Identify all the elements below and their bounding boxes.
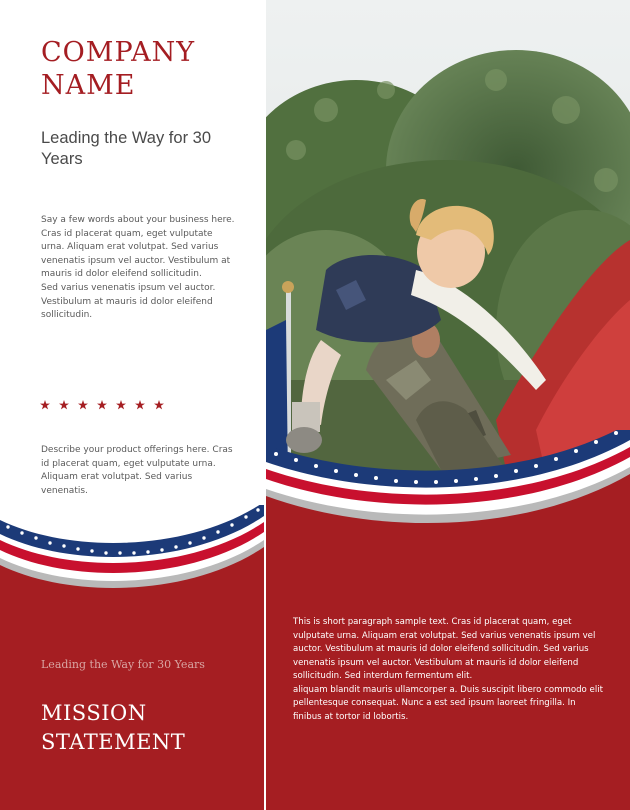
intro-paragraph-1: Say a few words about your business here. Cras id placerat quam, eget vulputate urna. Aliquam erat volutpat. Sed varius venenatis ipsum vel auctor. Vestibulum at mauris id dolor eleifend sollicitudin. xyxy=(41,215,235,280)
right-panel xyxy=(266,0,630,810)
tagline: Leading the Way for 30 Years xyxy=(41,129,211,168)
mission-subtitle: Leading the Way for 30 Years xyxy=(41,658,205,671)
star-icon xyxy=(135,400,145,409)
intro-text xyxy=(41,214,236,323)
company-name: COMPANY NAME xyxy=(41,37,196,101)
star-icon xyxy=(40,400,50,409)
right-body-text xyxy=(293,616,603,724)
star-icon xyxy=(59,400,69,409)
left-panel xyxy=(0,0,264,810)
star-icon xyxy=(116,400,126,409)
right-paragraph-2: aliquam blandit mauris ullamcorper a. Duis suscipit libero commodo elit pellentesque consequat. Nunc a est sed ipsum laoreet fringilla. In finibus at tortor id lobortis. xyxy=(293,684,603,722)
right-paragraph-1: This is short paragraph sample text. Cras id placerat quam, eget vulputate urna. Aliquam erat volutpat. Sed varius venenatis ipsum vel auctor. Vestibulum at mauris id dolor eleifend sollicitudin. Sed varius venenatis ipsum vel auctor. Vestibulum at mauris id dolor eleifend sollicitudin. Sed interdum fermentum elit. xyxy=(293,617,596,681)
star-icon xyxy=(78,400,88,409)
mission-title: MISSION STATEMENT xyxy=(41,701,186,754)
american-flag-wave-icon xyxy=(266,430,630,570)
product-text: Describe your product offerings here. Cras id placerat quam, eget vulputate urna. Aliquam erat volutpat. Sed varius venenatis. xyxy=(41,445,233,496)
star-row-icon xyxy=(40,398,180,412)
star-icon xyxy=(97,400,107,409)
american-flag-wave-icon xyxy=(0,505,264,615)
star-icon xyxy=(154,400,164,409)
intro-paragraph-2: Sed varius venenatis ipsum vel auctor. Vestibulum at mauris id dolor eleifend sollicitudin. xyxy=(41,282,216,321)
